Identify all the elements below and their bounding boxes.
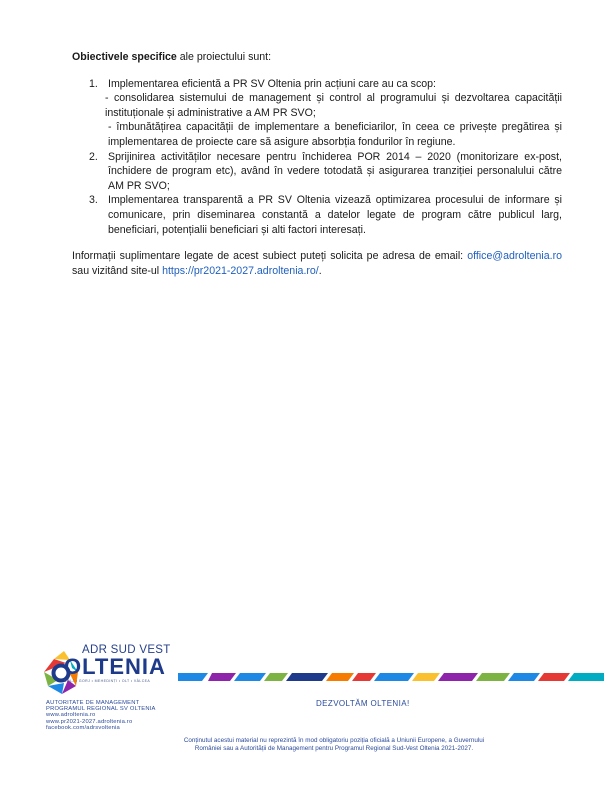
- info-text: sau vizitând site-ul: [72, 264, 163, 277]
- contact-line[interactable]: facebook.com/adrsvoltenia: [46, 724, 120, 731]
- objective-item-2: [72, 150, 562, 194]
- website-link[interactable]: https://pr2021-2027.adroltenia.ro/: [162, 264, 319, 277]
- objective-number: 3.: [89, 194, 98, 207]
- objective-text: Sprijinirea activităților necesare pentru închiderea POR 2014 – 2020 (monitorizare ex-post, închidere de program etc), având în vedere totodată și asigurarea tranziției personalului către AM PR SVO;: [108, 150, 562, 192]
- contact-info-paragraph: [72, 249, 562, 278]
- heading-bold: Obiectivele specifice: [72, 51, 177, 63]
- objective-subitem: - consolidarea sistemului de management și control al programului și dezvoltarea capacității instituționale și administrative a AM PR SVO;: [105, 92, 562, 119]
- disclaimer: [60, 737, 608, 752]
- info-text: .: [318, 264, 322, 277]
- heading-rest: ale proiectului sunt:: [176, 51, 272, 63]
- objectives-list: [72, 77, 562, 238]
- logo-tagline: DOLJ • GORJ • MEHEDINȚI • OLT • VÂLCEA: [64, 679, 151, 683]
- slogan: DEZVOLTĂM OLTENIA!: [316, 699, 410, 708]
- contact-line: AUTORITATE DE MANAGEMENT: [46, 700, 140, 706]
- objective-item-1: [72, 77, 562, 150]
- document-body: [72, 50, 562, 289]
- objective-text: Implementarea transparentă a PR SV Oltenia vizează optimizarea procesului de informare și comunicare, prin diseminarea constantă a datelor legate de program către publicul larg, beneficiari, potențialii beneficiari și alti factori interesați.: [108, 194, 562, 236]
- objective-item-3: [72, 193, 562, 237]
- management-authority-contact: [46, 700, 156, 731]
- objective-number: 2.: [89, 150, 98, 163]
- objective-text: Implementarea eficientă a PR SV Oltenia prin acțiuni care au ca scop:: [108, 77, 436, 90]
- email-link[interactable]: office@adroltenia.ro: [467, 250, 562, 263]
- disclaimer-line: României sau a Autorității de Management pentru Programul Regional Sud-Vest Oltenia 2021-2027.: [194, 744, 474, 752]
- logo-title: ADR SUD VEST: [82, 644, 171, 656]
- info-text: Informații suplimentare legate de acest subiect puteți solicita pe adresa de email:: [72, 250, 468, 263]
- disclaimer-line: Conținutul acestui material nu reprezintă în mod obligatoriu poziția oficială a Uniunii Europene, a Guvernului: [183, 737, 485, 744]
- objective-subitem: - îmbunătățirea capacității de implementare a beneficiarilor, în ceea ce privește pregătirea și implementarea de proiecte care să asigure absorbția fondurilor în regiune.: [108, 121, 562, 148]
- decorative-color-stripe: [178, 670, 604, 684]
- contact-line[interactable]: www.pr2021-2027.adroltenia.ro: [46, 718, 133, 725]
- objective-number: 1.: [89, 77, 98, 90]
- objectives-heading: [72, 50, 562, 65]
- contact-line[interactable]: www.adroltenia.ro: [46, 712, 96, 719]
- logo-word: OLTENIA: [64, 654, 166, 679]
- contact-line: PROGRAMUL REGIONAL SV OLTENIA: [46, 706, 156, 713]
